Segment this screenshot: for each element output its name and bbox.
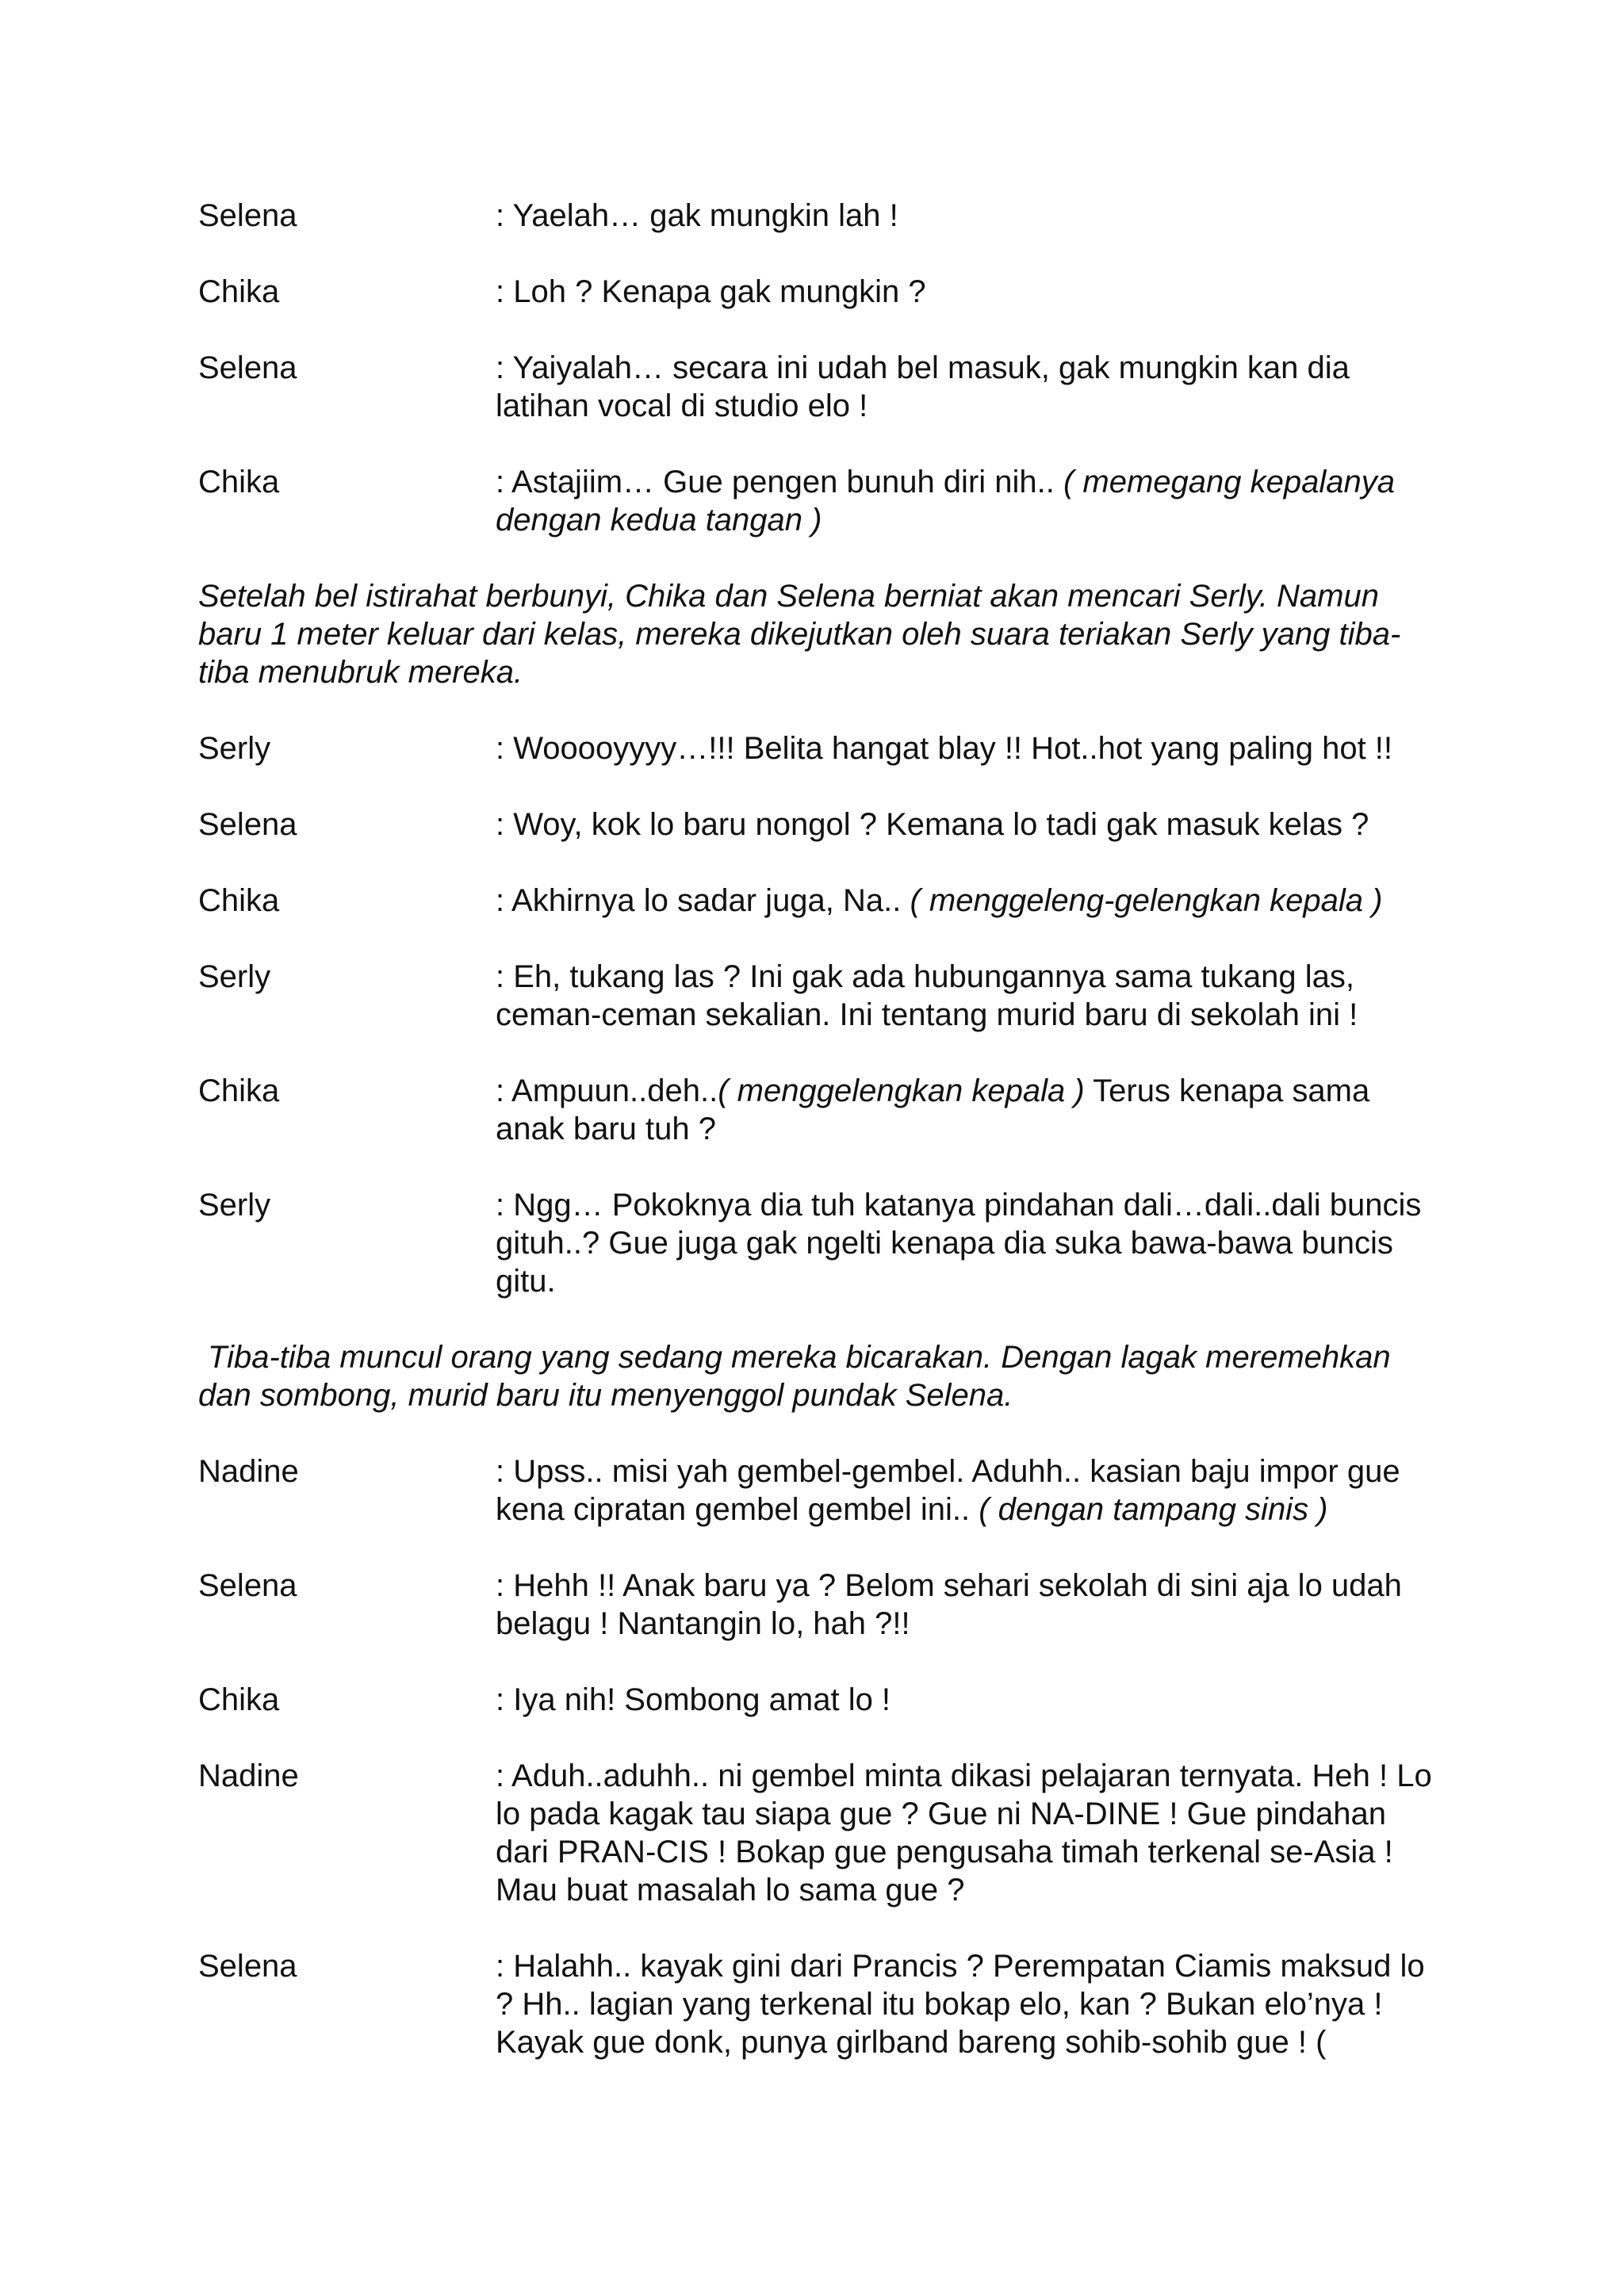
dialog-text: : Hehh !! Anak baru ya ? Belom sehari sekolah di sini aja lo udah belagu ! Nantangin lo, hah ?!!: [496, 1568, 1402, 1641]
dialog-line: [198, 806, 1442, 844]
dialog-line: [198, 463, 1442, 539]
dialog-text: : Upss.. misi yah gembel-gembel. Aduhh.. kasian baju impor gue kena cipratan gembel gembel ini.. ( dengan tampang sinis ): [496, 1454, 1400, 1527]
dialog-text: : Loh ? Kenapa gak mungkin ?: [496, 274, 926, 309]
dialog-line: [198, 882, 1442, 920]
speaker-name: Chika: [198, 274, 280, 309]
dialog-line: [198, 1567, 1442, 1643]
dialog-line: [198, 1757, 1442, 1909]
stage-direction: ( memegang kepalanya dengan kedua tangan ): [496, 465, 1396, 538]
dialog-line: [198, 1186, 1442, 1300]
dialog-text: : Eh, tukang las ? Ini gak ada hubungannya sama tukang las, ceman-ceman sekalian. Ini tentang murid baru di sekolah ini !: [496, 959, 1358, 1032]
narration-paragraph: Setelah bel istirahat berbunyi, Chika dan Selena berniat akan mencari Serly. Namun baru 1 meter keluar dari kelas, mereka dikejutkan oleh suara teriakan Serly yang tiba-tiba menubruk mereka.: [198, 579, 1401, 690]
dialog-line: [198, 1072, 1442, 1148]
dialog-line: [198, 273, 1442, 311]
dialog-text: : Halahh.. kayak gini dari Prancis ? Perempatan Ciamis maksud lo ? Hh.. lagian yang terkenal itu bokap elo, kan ? Bukan elo’nya ! Kayak gue donk, punya girlband bareng sohib-sohib gue ! (: [496, 1949, 1425, 2060]
dialog-text: : Yaiyalah… secara ini udah bel masuk, gak mungkin kan dia latihan vocal di studio elo !: [496, 350, 1350, 423]
dialog-text: : Iya nih! Sombong amat lo !: [496, 1682, 891, 1717]
dialog-line: [198, 1681, 1442, 1719]
dialog-line: [198, 729, 1442, 767]
speaker-name: Selena: [198, 198, 297, 233]
speaker-name: Selena: [198, 1568, 297, 1603]
speaker-name: Serly: [198, 731, 271, 766]
dialog-line: [198, 958, 1442, 1034]
speaker-name: Nadine: [198, 1454, 299, 1489]
dialog-line: [198, 1947, 1442, 2061]
dialog-text: : Ampuun..deh..( menggelengkan kepala ) Terus kenapa sama anak baru tuh ?: [496, 1073, 1370, 1146]
stage-direction: ( dengan tampang sinis ): [979, 1492, 1328, 1527]
dialog-line: [198, 1452, 1442, 1529]
stage-direction: ( menggeleng-gelengkan kepala ): [910, 883, 1383, 918]
dialog-text: : Wooooyyyy…!!! Belita hangat blay !! Hot..hot yang paling hot !!: [496, 731, 1393, 766]
speaker-name: Selena: [198, 1949, 297, 1984]
speaker-name: Selena: [198, 350, 297, 385]
speaker-name: Chika: [198, 465, 280, 499]
stage-direction: ( menggelengkan kepala ): [718, 1073, 1085, 1108]
speaker-name: Nadine: [198, 1758, 299, 1793]
narration-paragraph: Tiba-tiba muncul orang yang sedang mereka bicarakan. Dengan lagak meremehkan dan sombong, murid baru itu menyenggol pundak Selena.: [198, 1340, 1391, 1413]
speaker-name: Chika: [198, 883, 280, 918]
dialog-text: : Yaelah… gak mungkin lah !: [496, 198, 898, 233]
dialog-text: : Woy, kok lo baru nongol ? Kemana lo tadi gak masuk kelas ?: [496, 807, 1369, 842]
speaker-name: Serly: [198, 959, 271, 994]
dialog-text: : Aduh..aduhh.. ni gembel minta dikasi pelajaran ternyata. Heh ! Lo lo pada kagak tau siapa gue ? Gue ni NA-DINE ! Gue pindahan dari PRAN-CIS ! Bokap gue pengusaha timah terkenal se-Asia ! Mau buat masalah lo sama gue ?: [496, 1758, 1432, 1908]
speaker-name: Selena: [198, 807, 297, 842]
dialog-line: [198, 349, 1442, 425]
dialog-line: [198, 197, 1442, 235]
dialog-text: : Akhirnya lo sadar juga, Na.. ( menggeleng-gelengkan kepala ): [496, 883, 1383, 918]
speaker-name: Chika: [198, 1073, 280, 1108]
speaker-name: Serly: [198, 1188, 271, 1223]
speaker-name: Chika: [198, 1682, 280, 1717]
dialog-text: : Astajiim… Gue pengen bunuh diri nih.. ( memegang kepalanya dengan kedua tangan ): [496, 465, 1396, 538]
dialog-text: : Ngg… Pokoknya dia tuh katanya pindahan dali…dali..dali buncis gituh..? Gue juga gak ngelti kenapa dia suka bawa-bawa buncis gitu.: [496, 1188, 1422, 1299]
